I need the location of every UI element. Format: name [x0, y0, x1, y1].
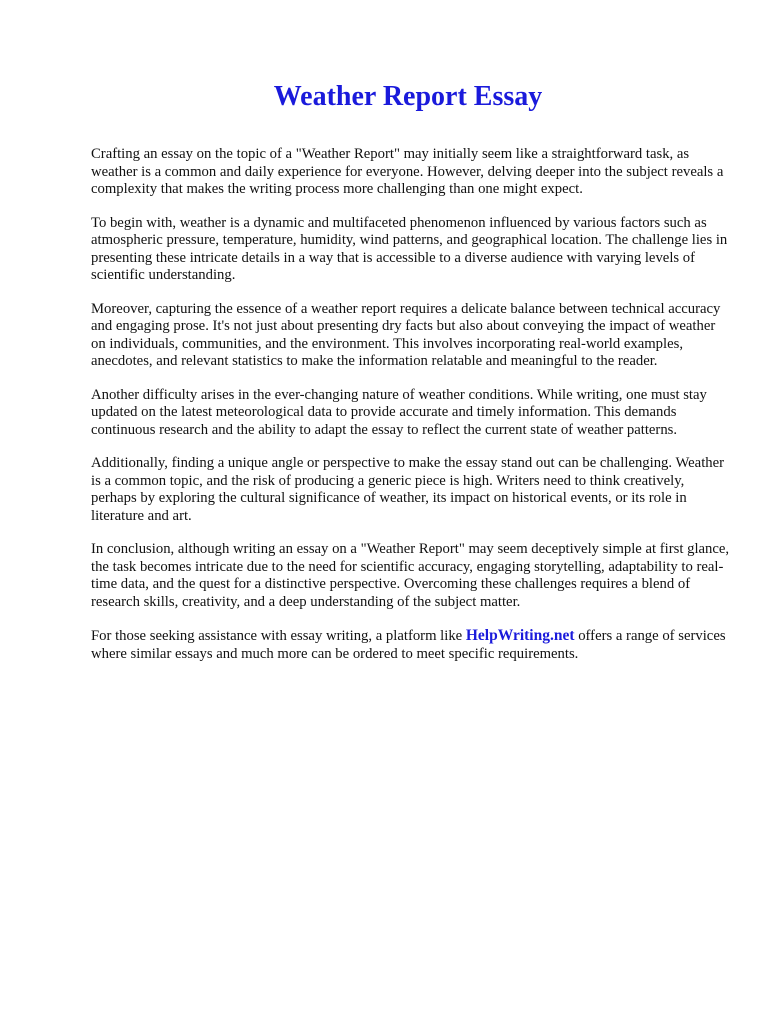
paragraph-5: Additionally, finding a unique angle or perspective to make the essay stand out can be challenging. Weather is a common topic, and the risk of producing a generic piece is high. Writers need to think creatively, perhaps by exploring the cultural significance of weather, its impact on historical events, or its role in literature and art.: [91, 455, 725, 524]
paragraph-3: Moreover, capturing the essence of a weather report requires a delicate balance between technical accuracy and engaging prose. It's not just about presenting dry facts but also about conveying the impact of weather on individuals, communities, and the environment. This involves incorporating real-world examples, anecdotes, and relevant statistics to make the information relatable and meaningful to the reader.: [91, 300, 721, 369]
paragraph-6: In conclusion, although writing an essay on a "Weather Report" may seem deceptively simple at first glance, the task becomes intricate due to the need for scientific accuracy, engaging storytelling, adaptability to real-time data, and the quest for a distinctive perspective. Overcoming these challenges requires a blend of research skills, creativity, and a deep understanding of the subject matter.: [91, 541, 730, 610]
helpwriting-link[interactable]: HelpWriting.net: [465, 627, 575, 644]
closing-text-after: offers a range of services where similar essays and much more can be ordered to meet specific requirements.: [91, 628, 726, 662]
paragraph-1: Crafting an essay on the topic of a "Weather Report" may initially seem like a straightforward task, as weather is a common and daily experience for everyone. However, delving deeper into the subject reveals a complexity that makes the writing process more challenging than one might expect.: [91, 146, 724, 197]
paragraph-4: Another difficulty arises in the ever-changing nature of weather conditions. While writing, one must stay updated on the latest meteorological data to provide accurate and timely information. This demands continuous research and the ability to adapt the essay to reflect the current state of weather patterns.: [91, 386, 707, 438]
essay-body: [91, 146, 731, 679]
paragraph-2: To begin with, weather is a dynamic and multifaceted phenomenon influenced by various factors such as atmospheric pressure, temperature, humidity, wind patterns, and geographical location. The challenge lies in presenting these intricate details in a way that is accessible to a diverse audience with varying levels of scientific understanding.: [91, 214, 728, 283]
page-title: Weather Report Essay: [273, 81, 543, 112]
closing-text-before: For those seeking assistance with essay writing, a platform like: [91, 628, 466, 644]
closing-paragraph: [91, 627, 731, 663]
